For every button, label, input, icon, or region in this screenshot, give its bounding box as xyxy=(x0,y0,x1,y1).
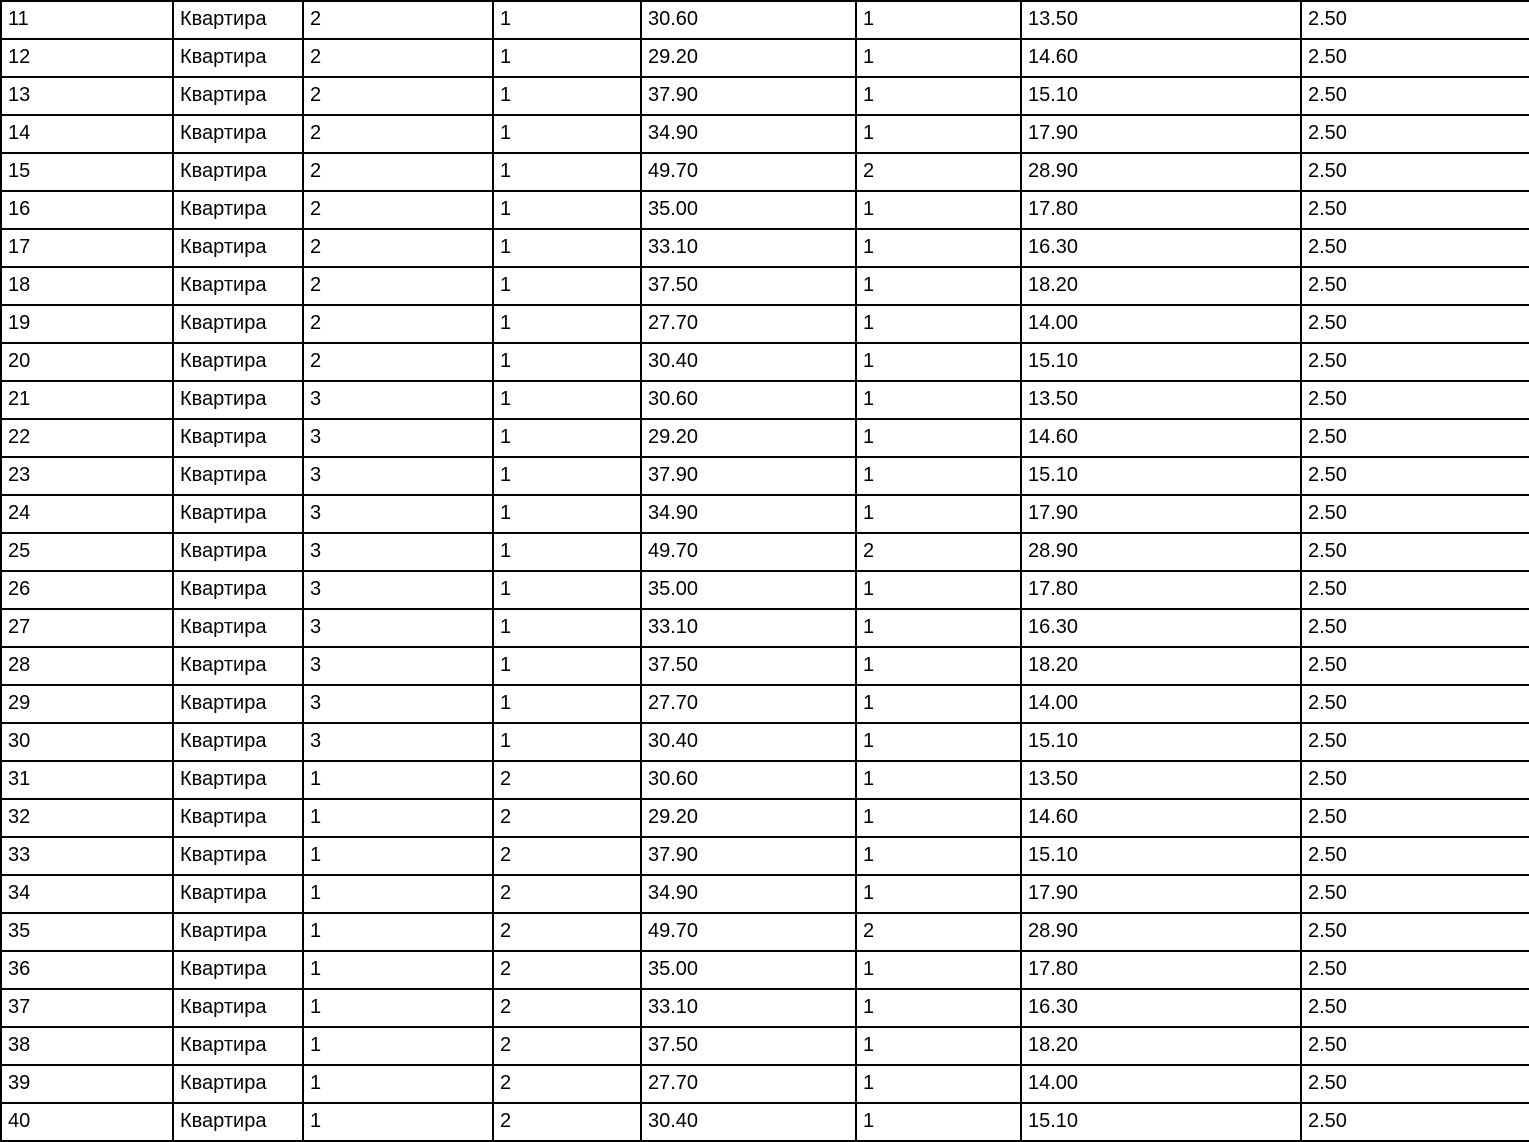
cell-col-rooms[interactable]: 1 xyxy=(856,951,1021,989)
cell-col-living-area[interactable]: 14.00 xyxy=(1021,685,1301,723)
cell-col-total-area[interactable]: 27.70 xyxy=(641,1065,856,1103)
cell-col-rooms[interactable]: 1 xyxy=(856,723,1021,761)
cell-col-rooms[interactable]: 1 xyxy=(856,305,1021,343)
cell-col-section[interactable]: 1 xyxy=(303,761,493,799)
cell-col-living-area[interactable]: 14.60 xyxy=(1021,419,1301,457)
cell-col-total-area[interactable]: 29.20 xyxy=(641,799,856,837)
cell-col-rooms[interactable]: 1 xyxy=(856,571,1021,609)
cell-col-height[interactable]: 2.50 xyxy=(1301,381,1529,419)
cell-col-section[interactable]: 1 xyxy=(303,951,493,989)
cell-col-height[interactable]: 2.50 xyxy=(1301,419,1529,457)
cell-col-floor[interactable]: 1 xyxy=(493,39,641,77)
cell-col-number[interactable]: 34 xyxy=(1,875,173,913)
cell-col-rooms[interactable]: 1 xyxy=(856,837,1021,875)
cell-col-rooms[interactable]: 1 xyxy=(856,495,1021,533)
cell-col-total-area[interactable]: 37.90 xyxy=(641,77,856,115)
cell-col-type[interactable]: Квартира xyxy=(173,457,303,495)
cell-col-type[interactable]: Квартира xyxy=(173,305,303,343)
cell-col-number[interactable]: 27 xyxy=(1,609,173,647)
cell-col-number[interactable]: 26 xyxy=(1,571,173,609)
cell-col-rooms[interactable]: 1 xyxy=(856,761,1021,799)
cell-col-section[interactable]: 2 xyxy=(303,115,493,153)
cell-col-height[interactable]: 2.50 xyxy=(1301,951,1529,989)
cell-col-floor[interactable]: 2 xyxy=(493,799,641,837)
cell-col-type[interactable]: Квартира xyxy=(173,1,303,39)
cell-col-living-area[interactable]: 18.20 xyxy=(1021,267,1301,305)
cell-col-height[interactable]: 2.50 xyxy=(1301,1103,1529,1141)
cell-col-total-area[interactable]: 29.20 xyxy=(641,39,856,77)
cell-col-floor[interactable]: 1 xyxy=(493,191,641,229)
cell-col-number[interactable]: 21 xyxy=(1,381,173,419)
cell-col-height[interactable]: 2.50 xyxy=(1301,191,1529,229)
cell-col-height[interactable]: 2.50 xyxy=(1301,343,1529,381)
cell-col-section[interactable]: 2 xyxy=(303,343,493,381)
cell-col-living-area[interactable]: 16.30 xyxy=(1021,229,1301,267)
table-row[interactable] xyxy=(1,305,1529,343)
cell-col-number[interactable]: 20 xyxy=(1,343,173,381)
cell-col-section[interactable]: 1 xyxy=(303,837,493,875)
cell-col-total-area[interactable]: 27.70 xyxy=(641,685,856,723)
cell-col-type[interactable]: Квартира xyxy=(173,419,303,457)
cell-col-section[interactable]: 1 xyxy=(303,1027,493,1065)
cell-col-rooms[interactable]: 1 xyxy=(856,267,1021,305)
cell-col-height[interactable]: 2.50 xyxy=(1301,799,1529,837)
cell-col-height[interactable]: 2.50 xyxy=(1301,913,1529,951)
table-row[interactable] xyxy=(1,495,1529,533)
cell-col-section[interactable]: 2 xyxy=(303,267,493,305)
table-row[interactable] xyxy=(1,1103,1529,1141)
cell-col-type[interactable]: Квартира xyxy=(173,913,303,951)
cell-col-type[interactable]: Квартира xyxy=(173,343,303,381)
cell-col-height[interactable]: 2.50 xyxy=(1301,837,1529,875)
cell-col-rooms[interactable]: 1 xyxy=(856,1103,1021,1141)
cell-col-section[interactable]: 1 xyxy=(303,1103,493,1141)
cell-col-number[interactable]: 30 xyxy=(1,723,173,761)
cell-col-section[interactable]: 2 xyxy=(303,153,493,191)
table-row[interactable] xyxy=(1,875,1529,913)
cell-col-floor[interactable]: 2 xyxy=(493,989,641,1027)
cell-col-number[interactable]: 12 xyxy=(1,39,173,77)
cell-col-living-area[interactable]: 16.30 xyxy=(1021,609,1301,647)
cell-col-floor[interactable]: 2 xyxy=(493,951,641,989)
cell-col-total-area[interactable]: 49.70 xyxy=(641,533,856,571)
cell-col-section[interactable]: 1 xyxy=(303,989,493,1027)
cell-col-living-area[interactable]: 18.20 xyxy=(1021,647,1301,685)
cell-col-height[interactable]: 2.50 xyxy=(1301,267,1529,305)
cell-col-height[interactable]: 2.50 xyxy=(1301,495,1529,533)
cell-col-total-area[interactable]: 37.90 xyxy=(641,837,856,875)
table-row[interactable] xyxy=(1,685,1529,723)
cell-col-rooms[interactable]: 1 xyxy=(856,457,1021,495)
cell-col-living-area[interactable]: 17.80 xyxy=(1021,951,1301,989)
cell-col-rooms[interactable]: 2 xyxy=(856,533,1021,571)
cell-col-number[interactable]: 31 xyxy=(1,761,173,799)
cell-col-floor[interactable]: 1 xyxy=(493,533,641,571)
cell-col-total-area[interactable]: 37.90 xyxy=(641,457,856,495)
cell-col-floor[interactable]: 1 xyxy=(493,419,641,457)
cell-col-number[interactable]: 35 xyxy=(1,913,173,951)
cell-col-height[interactable]: 2.50 xyxy=(1301,609,1529,647)
cell-col-floor[interactable]: 2 xyxy=(493,1027,641,1065)
cell-col-type[interactable]: Квартира xyxy=(173,761,303,799)
table-row[interactable] xyxy=(1,267,1529,305)
cell-col-rooms[interactable]: 2 xyxy=(856,153,1021,191)
cell-col-living-area[interactable]: 14.60 xyxy=(1021,799,1301,837)
cell-col-type[interactable]: Квартира xyxy=(173,77,303,115)
table-row[interactable] xyxy=(1,39,1529,77)
cell-col-type[interactable]: Квартира xyxy=(173,989,303,1027)
cell-col-total-area[interactable]: 34.90 xyxy=(641,115,856,153)
cell-col-floor[interactable]: 1 xyxy=(493,685,641,723)
cell-col-total-area[interactable]: 33.10 xyxy=(641,989,856,1027)
cell-col-section[interactable]: 3 xyxy=(303,381,493,419)
cell-col-height[interactable]: 2.50 xyxy=(1301,115,1529,153)
cell-col-type[interactable]: Квартира xyxy=(173,267,303,305)
cell-col-type[interactable]: Квартира xyxy=(173,495,303,533)
cell-col-number[interactable]: 17 xyxy=(1,229,173,267)
table-row[interactable] xyxy=(1,913,1529,951)
cell-col-total-area[interactable]: 35.00 xyxy=(641,571,856,609)
cell-col-type[interactable]: Квартира xyxy=(173,799,303,837)
cell-col-rooms[interactable]: 1 xyxy=(856,799,1021,837)
table-row[interactable] xyxy=(1,951,1529,989)
cell-col-rooms[interactable]: 1 xyxy=(856,381,1021,419)
cell-col-rooms[interactable]: 1 xyxy=(856,989,1021,1027)
cell-col-living-area[interactable]: 13.50 xyxy=(1021,761,1301,799)
cell-col-living-area[interactable]: 16.30 xyxy=(1021,989,1301,1027)
cell-col-floor[interactable]: 1 xyxy=(493,381,641,419)
table-row[interactable] xyxy=(1,533,1529,571)
table-row[interactable] xyxy=(1,77,1529,115)
cell-col-type[interactable]: Квартира xyxy=(173,1027,303,1065)
cell-col-type[interactable]: Квартира xyxy=(173,381,303,419)
cell-col-type[interactable]: Квартира xyxy=(173,723,303,761)
table-row[interactable] xyxy=(1,229,1529,267)
cell-col-living-area[interactable]: 28.90 xyxy=(1021,153,1301,191)
cell-col-floor[interactable]: 1 xyxy=(493,305,641,343)
cell-col-section[interactable]: 2 xyxy=(303,1,493,39)
cell-col-section[interactable]: 1 xyxy=(303,875,493,913)
cell-col-height[interactable]: 2.50 xyxy=(1301,153,1529,191)
cell-col-floor[interactable]: 1 xyxy=(493,457,641,495)
cell-col-total-area[interactable]: 30.60 xyxy=(641,381,856,419)
cell-col-type[interactable]: Квартира xyxy=(173,1103,303,1141)
cell-col-number[interactable]: 32 xyxy=(1,799,173,837)
cell-col-height[interactable]: 2.50 xyxy=(1301,457,1529,495)
cell-col-living-area[interactable]: 17.80 xyxy=(1021,571,1301,609)
cell-col-floor[interactable]: 2 xyxy=(493,1103,641,1141)
cell-col-section[interactable]: 2 xyxy=(303,229,493,267)
cell-col-living-area[interactable]: 28.90 xyxy=(1021,533,1301,571)
cell-col-rooms[interactable]: 1 xyxy=(856,419,1021,457)
cell-col-number[interactable]: 16 xyxy=(1,191,173,229)
cell-col-total-area[interactable]: 35.00 xyxy=(641,191,856,229)
cell-col-total-area[interactable]: 33.10 xyxy=(641,609,856,647)
table-row[interactable] xyxy=(1,609,1529,647)
cell-col-living-area[interactable]: 15.10 xyxy=(1021,837,1301,875)
cell-col-floor[interactable]: 2 xyxy=(493,761,641,799)
cell-col-number[interactable]: 38 xyxy=(1,1027,173,1065)
cell-col-total-area[interactable]: 30.40 xyxy=(641,1103,856,1141)
cell-col-number[interactable]: 28 xyxy=(1,647,173,685)
cell-col-floor[interactable]: 1 xyxy=(493,153,641,191)
table-row[interactable] xyxy=(1,419,1529,457)
table-body xyxy=(1,1,1529,1141)
cell-col-total-area[interactable]: 37.50 xyxy=(641,1027,856,1065)
cell-col-total-area[interactable]: 27.70 xyxy=(641,305,856,343)
table-row[interactable] xyxy=(1,115,1529,153)
cell-col-floor[interactable]: 1 xyxy=(493,723,641,761)
cell-col-living-area[interactable]: 28.90 xyxy=(1021,913,1301,951)
table-row[interactable] xyxy=(1,989,1529,1027)
cell-col-number[interactable]: 37 xyxy=(1,989,173,1027)
cell-col-living-area[interactable]: 14.00 xyxy=(1021,305,1301,343)
table-row[interactable] xyxy=(1,153,1529,191)
cell-col-height[interactable]: 2.50 xyxy=(1301,989,1529,1027)
cell-col-type[interactable]: Квартира xyxy=(173,191,303,229)
cell-col-rooms[interactable]: 1 xyxy=(856,191,1021,229)
cell-col-floor[interactable]: 1 xyxy=(493,647,641,685)
cell-col-living-area[interactable]: 15.10 xyxy=(1021,457,1301,495)
cell-col-living-area[interactable]: 13.50 xyxy=(1021,381,1301,419)
table-row[interactable] xyxy=(1,723,1529,761)
cell-col-total-area[interactable]: 34.90 xyxy=(641,495,856,533)
cell-col-floor[interactable]: 2 xyxy=(493,837,641,875)
cell-col-section[interactable]: 3 xyxy=(303,723,493,761)
cell-col-rooms[interactable]: 1 xyxy=(856,1,1021,39)
table-row[interactable] xyxy=(1,381,1529,419)
cell-col-rooms[interactable]: 2 xyxy=(856,913,1021,951)
cell-col-living-area[interactable]: 14.00 xyxy=(1021,1065,1301,1103)
cell-col-floor[interactable]: 1 xyxy=(493,609,641,647)
cell-col-type[interactable]: Квартира xyxy=(173,571,303,609)
cell-col-total-area[interactable]: 37.50 xyxy=(641,267,856,305)
cell-col-type[interactable]: Квартира xyxy=(173,685,303,723)
cell-col-number[interactable]: 24 xyxy=(1,495,173,533)
table-row[interactable] xyxy=(1,343,1529,381)
cell-col-type[interactable]: Квартира xyxy=(173,115,303,153)
cell-col-living-area[interactable]: 17.90 xyxy=(1021,875,1301,913)
cell-col-living-area[interactable]: 18.20 xyxy=(1021,1027,1301,1065)
cell-col-type[interactable]: Квартира xyxy=(173,875,303,913)
cell-col-rooms[interactable]: 1 xyxy=(856,77,1021,115)
cell-col-living-area[interactable]: 13.50 xyxy=(1021,1,1301,39)
cell-col-height[interactable]: 2.50 xyxy=(1301,571,1529,609)
cell-col-living-area[interactable]: 14.60 xyxy=(1021,39,1301,77)
cell-col-total-area[interactable]: 49.70 xyxy=(641,153,856,191)
cell-col-height[interactable]: 2.50 xyxy=(1301,533,1529,571)
table-row[interactable] xyxy=(1,1,1529,39)
cell-col-floor[interactable]: 1 xyxy=(493,571,641,609)
cell-col-living-area[interactable]: 15.10 xyxy=(1021,77,1301,115)
cell-col-floor[interactable]: 1 xyxy=(493,229,641,267)
cell-col-number[interactable]: 29 xyxy=(1,685,173,723)
cell-col-rooms[interactable]: 1 xyxy=(856,343,1021,381)
cell-col-type[interactable]: Квартира xyxy=(173,153,303,191)
cell-col-section[interactable]: 3 xyxy=(303,457,493,495)
cell-col-number[interactable]: 39 xyxy=(1,1065,173,1103)
cell-col-number[interactable]: 15 xyxy=(1,153,173,191)
cell-col-rooms[interactable]: 1 xyxy=(856,115,1021,153)
table-row[interactable] xyxy=(1,799,1529,837)
cell-col-section[interactable]: 3 xyxy=(303,685,493,723)
cell-col-total-area[interactable]: 30.40 xyxy=(641,723,856,761)
cell-col-number[interactable]: 22 xyxy=(1,419,173,457)
cell-col-number[interactable]: 19 xyxy=(1,305,173,343)
cell-col-height[interactable]: 2.50 xyxy=(1301,1027,1529,1065)
cell-col-floor[interactable]: 1 xyxy=(493,77,641,115)
cell-col-number[interactable]: 18 xyxy=(1,267,173,305)
table-row[interactable] xyxy=(1,457,1529,495)
cell-col-total-area[interactable]: 33.10 xyxy=(641,229,856,267)
cell-col-floor[interactable]: 1 xyxy=(493,343,641,381)
cell-col-rooms[interactable]: 1 xyxy=(856,229,1021,267)
cell-col-total-area[interactable]: 37.50 xyxy=(641,647,856,685)
cell-col-height[interactable]: 2.50 xyxy=(1301,761,1529,799)
cell-col-section[interactable]: 3 xyxy=(303,419,493,457)
cell-col-living-area[interactable]: 17.80 xyxy=(1021,191,1301,229)
cell-col-height[interactable]: 2.50 xyxy=(1301,305,1529,343)
cell-col-rooms[interactable]: 1 xyxy=(856,1065,1021,1103)
table-row[interactable] xyxy=(1,1027,1529,1065)
cell-col-type[interactable]: Квартира xyxy=(173,609,303,647)
table-row[interactable] xyxy=(1,837,1529,875)
cell-col-total-area[interactable]: 30.60 xyxy=(641,1,856,39)
cell-col-total-area[interactable]: 35.00 xyxy=(641,951,856,989)
cell-col-height[interactable]: 2.50 xyxy=(1301,229,1529,267)
cell-col-living-area[interactable]: 15.10 xyxy=(1021,1103,1301,1141)
cell-col-number[interactable]: 33 xyxy=(1,837,173,875)
cell-col-rooms[interactable]: 1 xyxy=(856,1027,1021,1065)
cell-col-height[interactable]: 2.50 xyxy=(1301,1,1529,39)
cell-col-type[interactable]: Квартира xyxy=(173,1065,303,1103)
cell-col-total-area[interactable]: 49.70 xyxy=(641,913,856,951)
cell-col-rooms[interactable]: 1 xyxy=(856,609,1021,647)
cell-col-floor[interactable]: 1 xyxy=(493,267,641,305)
cell-col-section[interactable]: 3 xyxy=(303,571,493,609)
cell-col-section[interactable]: 3 xyxy=(303,609,493,647)
table-row[interactable] xyxy=(1,191,1529,229)
cell-col-height[interactable]: 2.50 xyxy=(1301,39,1529,77)
cell-col-living-area[interactable]: 15.10 xyxy=(1021,343,1301,381)
cell-col-living-area[interactable]: 17.90 xyxy=(1021,495,1301,533)
cell-col-type[interactable]: Квартира xyxy=(173,951,303,989)
cell-col-floor[interactable]: 2 xyxy=(493,1065,641,1103)
cell-col-rooms[interactable]: 1 xyxy=(856,875,1021,913)
cell-col-height[interactable]: 2.50 xyxy=(1301,647,1529,685)
cell-col-section[interactable]: 3 xyxy=(303,647,493,685)
cell-col-height[interactable]: 2.50 xyxy=(1301,685,1529,723)
cell-col-number[interactable]: 14 xyxy=(1,115,173,153)
cell-col-section[interactable]: 2 xyxy=(303,77,493,115)
cell-col-type[interactable]: Квартира xyxy=(173,647,303,685)
cell-col-section[interactable]: 3 xyxy=(303,533,493,571)
cell-col-height[interactable]: 2.50 xyxy=(1301,723,1529,761)
cell-col-floor[interactable]: 1 xyxy=(493,115,641,153)
cell-col-section[interactable]: 3 xyxy=(303,495,493,533)
cell-col-height[interactable]: 2.50 xyxy=(1301,875,1529,913)
cell-col-number[interactable]: 13 xyxy=(1,77,173,115)
table-row[interactable] xyxy=(1,647,1529,685)
cell-col-floor[interactable]: 1 xyxy=(493,1,641,39)
cell-col-floor[interactable]: 2 xyxy=(493,913,641,951)
cell-col-number[interactable]: 36 xyxy=(1,951,173,989)
cell-col-living-area[interactable]: 15.10 xyxy=(1021,723,1301,761)
cell-col-section[interactable]: 1 xyxy=(303,913,493,951)
cell-col-total-area[interactable]: 29.20 xyxy=(641,419,856,457)
cell-col-type[interactable]: Квартира xyxy=(173,229,303,267)
cell-col-type[interactable]: Квартира xyxy=(173,533,303,571)
cell-col-rooms[interactable]: 1 xyxy=(856,685,1021,723)
cell-col-number[interactable]: 23 xyxy=(1,457,173,495)
cell-col-section[interactable]: 1 xyxy=(303,1065,493,1103)
cell-col-floor[interactable]: 1 xyxy=(493,495,641,533)
cell-col-rooms[interactable]: 1 xyxy=(856,647,1021,685)
cell-col-height[interactable]: 2.50 xyxy=(1301,1065,1529,1103)
cell-col-rooms[interactable]: 1 xyxy=(856,39,1021,77)
table-row[interactable] xyxy=(1,571,1529,609)
cell-col-number[interactable]: 11 xyxy=(1,1,173,39)
table-row[interactable] xyxy=(1,761,1529,799)
cell-col-number[interactable]: 40 xyxy=(1,1103,173,1141)
cell-col-total-area[interactable]: 30.60 xyxy=(641,761,856,799)
cell-col-total-area[interactable]: 34.90 xyxy=(641,875,856,913)
cell-col-number[interactable]: 25 xyxy=(1,533,173,571)
cell-col-section[interactable]: 2 xyxy=(303,305,493,343)
table-row[interactable] xyxy=(1,1065,1529,1103)
cell-col-section[interactable]: 2 xyxy=(303,191,493,229)
cell-col-height[interactable]: 2.50 xyxy=(1301,77,1529,115)
cell-col-floor[interactable]: 2 xyxy=(493,875,641,913)
cell-col-section[interactable]: 2 xyxy=(303,39,493,77)
cell-col-living-area[interactable]: 17.90 xyxy=(1021,115,1301,153)
cell-col-total-area[interactable]: 30.40 xyxy=(641,343,856,381)
cell-col-type[interactable]: Квартира xyxy=(173,39,303,77)
cell-col-section[interactable]: 1 xyxy=(303,799,493,837)
cell-col-type[interactable]: Квартира xyxy=(173,837,303,875)
